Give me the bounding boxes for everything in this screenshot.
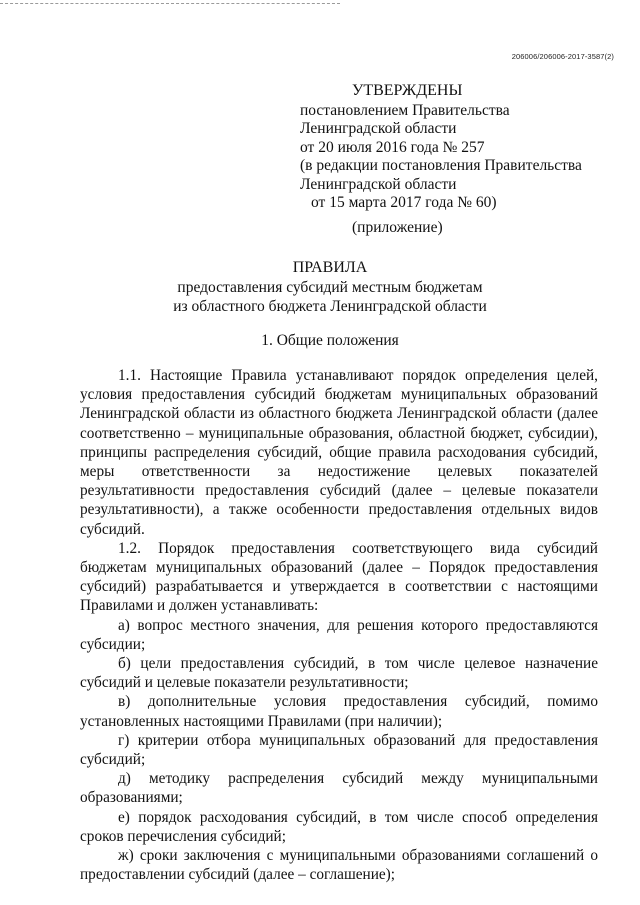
- document-body: [80, 366, 598, 884]
- approval-line-4: (в редакции постановления Правительства: [300, 157, 582, 174]
- paragraph-1-2: 1.2. Порядок предоставления соответствующего вида субсидий бюджетам муниципальных образований (далее – Порядок предоставления субсидий) разрабатывается и утверждается в соответствии с настоящими Правилами и должен устанавливать:: [80, 539, 598, 615]
- heading-sub-1: предоставления субсидий местным бюджетам: [177, 279, 483, 296]
- approval-line-1: постановлением Правительства: [300, 101, 510, 119]
- section-title: 1. Общие положения: [261, 332, 399, 349]
- list-item-g: г) критерии отбора муниципальных образований для предоставления субсидий;: [80, 731, 598, 769]
- scan-top-rule: [0, 3, 340, 4]
- list-item-b: б) цели предоставления субсидий, в том числе целевое назначение субсидий и целевые показатели результативности;: [80, 655, 598, 692]
- heading-sub-2: из областного бюджета Ленинградской области: [173, 298, 487, 315]
- approval-title: УТВЕРЖДЕНЫ: [352, 82, 463, 99]
- approval-line-6: от 15 марта 2017 года № 60): [311, 194, 497, 211]
- document-code: 206006/206006-2017-3587(2): [511, 52, 614, 61]
- approval-appendix: (приложение): [352, 218, 443, 236]
- approval-line-3: от 20 июля 2016 года № 257: [300, 138, 485, 156]
- paragraph-1-1: 1.1. Настоящие Правила устанавливают порядок определения целей, условия предоставления субсидий бюджетам муниципальных образований Ленинградской области из областного бюджета Ленинградской области (далее соответственно – муниципальные образования, областной бюджет, субсидии), принципы распределения субсидий, общие правила расходования субсидий, меры ответственности за недостижение целевых показателей результативности предоставления субсидий (далее – целевые показатели результативности), а также особенности предоставления отдельных видов субсидий.: [80, 367, 598, 538]
- list-item-e: е) порядок расходования субсидий, в том числе способ определения сроков перечисления субсидий;: [80, 808, 598, 845]
- list-item-d: д) методику распределения субсидий между муниципальными образованиями;: [80, 770, 598, 807]
- approval-line-2: Ленинградской области: [300, 120, 457, 137]
- list-item-v: в) дополнительные условия предоставления субсидий, помимо установленных настоящими Правилами (при наличии);: [80, 693, 598, 730]
- list-item-a: а) вопрос местного значения, для решения которого предоставляются субсидии;: [80, 616, 598, 653]
- approval-stamp-block: [300, 82, 620, 237]
- heading-main: ПРАВИЛА: [292, 259, 368, 276]
- list-item-zh: ж) сроки заключения с муниципальными образованиями соглашений о предоставлении субсидий (далее – соглашение);: [80, 847, 598, 884]
- approval-line-5: Ленинградской области: [300, 175, 457, 193]
- document-heading: [80, 258, 580, 316]
